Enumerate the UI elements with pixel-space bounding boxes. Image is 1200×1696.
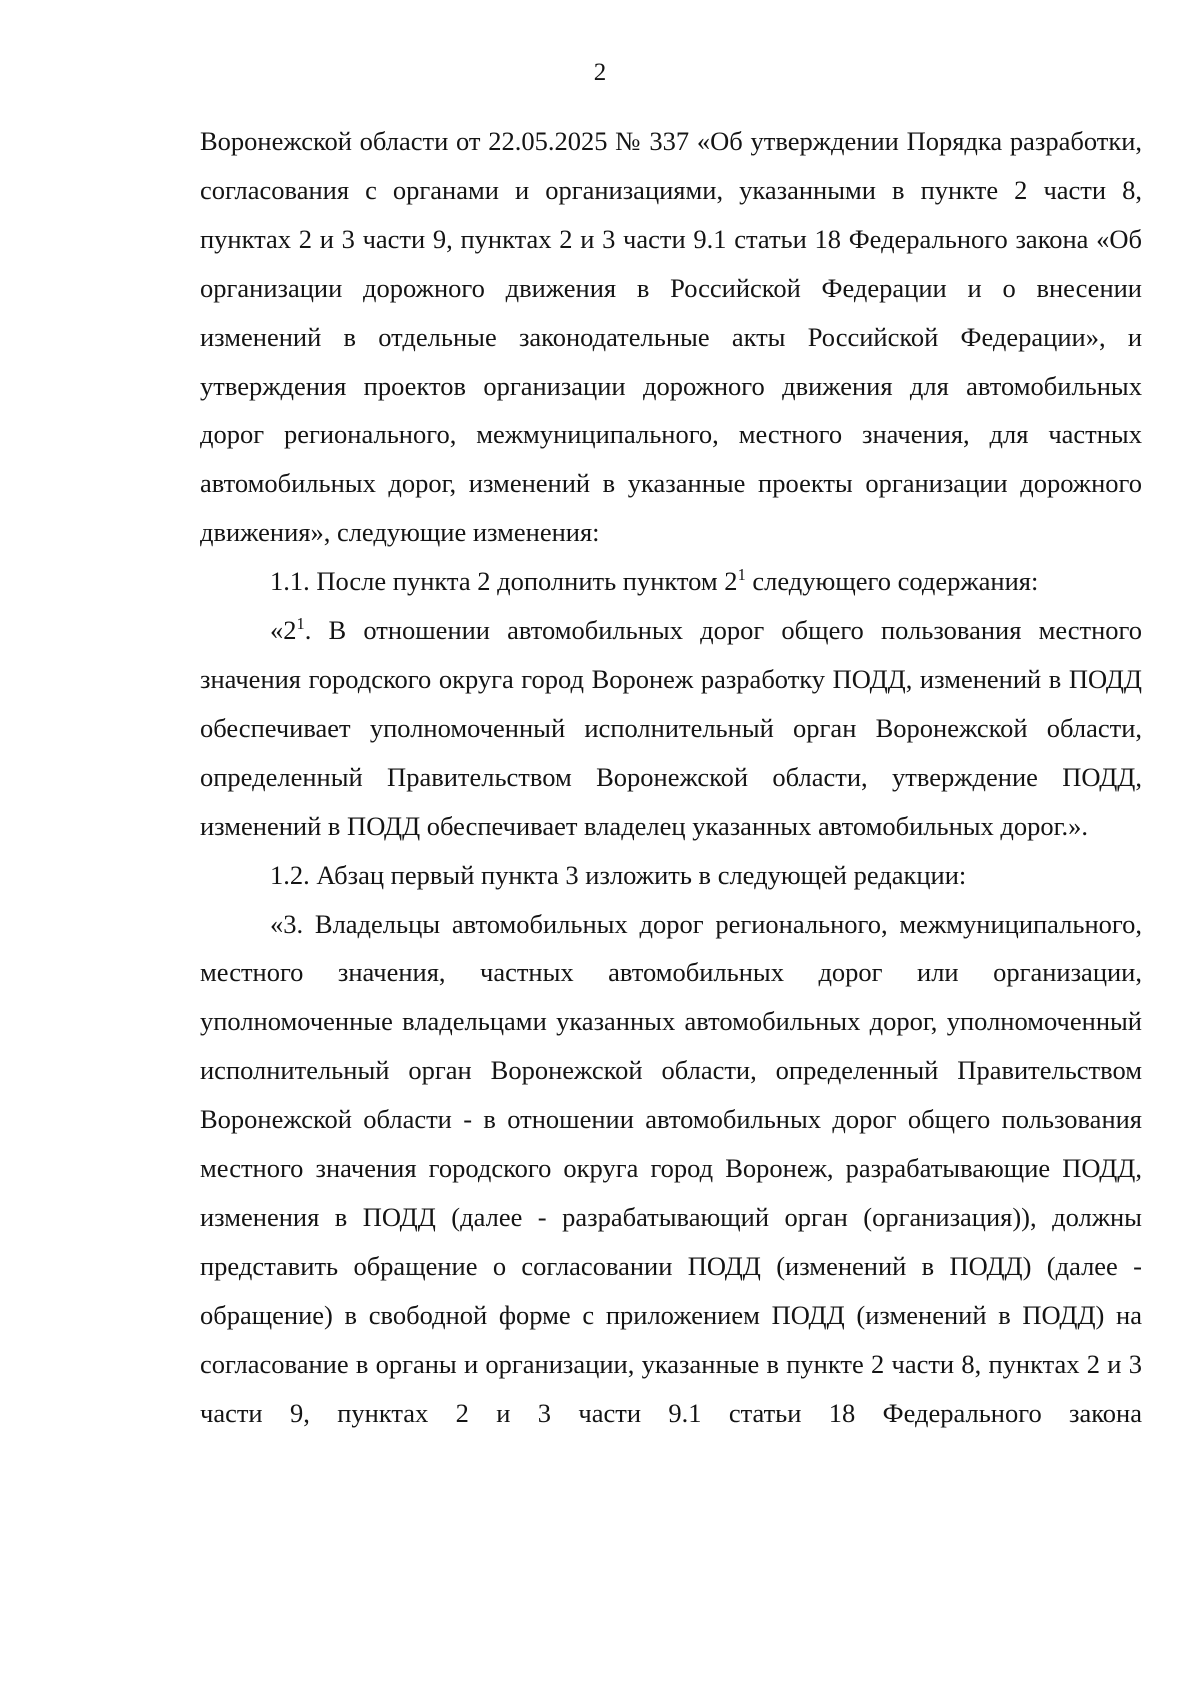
point-2-1-superscript: 1 <box>296 613 305 633</box>
point-2-1-text-start: «2 <box>270 615 297 646</box>
paragraph-item-1-1 <box>200 557 1142 606</box>
item-1-1-text-end: следующего содержания: <box>745 566 1039 597</box>
paragraph-item-1-2: 1.2. Абзац первый пункта 3 изложить в следующей редакции: <box>270 859 967 890</box>
item-1-1-text-start: 1.1. После пункта 2 дополнить пунктом 2 <box>270 566 738 597</box>
point-2-1-text-end: . В отношении автомобильных дорог общего пользования местного значения городского округа город Воронеж разработку ПОДД, изменений в ПОДД обеспечивает уполномоченный исполнительный орган Воронежской области, определенный Правительством Воронежской области, утверждение ПОДД, изменений в ПОДД обеспечивает владелец указанных автомобильных дорог.». <box>200 615 1142 841</box>
document-body <box>200 117 1142 1437</box>
item-1-1-superscript: 1 <box>737 564 746 584</box>
page-number: 2 <box>593 59 607 86</box>
paragraph-amendment-intro: Воронежской области от 22.05.2025 № 337 «Об утверждении Порядка разработки, согласования с органами и организациями, указанными в пункте 2 части 8, пунктах 2 и 3 части 9, пунктах 2 и 3 части 9.1 статьи 18 Федерального закона «Об организации дорожного движения в Российской Федерации и о внесении изменений в отдельные законодательные акты Российской Федерации», и утверждения проектов организации дорожного движения для автомобильных дорог регионального, межмуниципального, местного значения, для частных автомобильных дорог, изменений в указанные проекты организации дорожного движения», следующие изменения: <box>200 126 1142 548</box>
paragraph-new-point-2-1 <box>200 606 1142 851</box>
paragraph-new-point-3: «3. Владельцы автомобильных дорог регионального, межмуниципального, местного значения, частных автомобильных дорог или организации, уполномоченные владельцами указанных автомобильных дорог, уполномоченный исполнительный орган Воронежской области, определенный Правительством Воронежской области - в отношении автомобильных дорог общего пользования местного значения городского округа город Воронеж, разрабатывающие ПОДД, изменения в ПОДД (далее - разрабатывающий орган (организация)), должны представить обращение о согласовании ПОДД (изменений в ПОДД) (далее - обращение) в свободной форме с приложением ПОДД (изменений в ПОДД) на согласование в органы и организации, указанные в пункте 2 части 8, пунктах 2 и 3 части 9, пунктах 2 и 3 части 9.1 статьи 18 Федерального закона <box>200 908 1142 1428</box>
